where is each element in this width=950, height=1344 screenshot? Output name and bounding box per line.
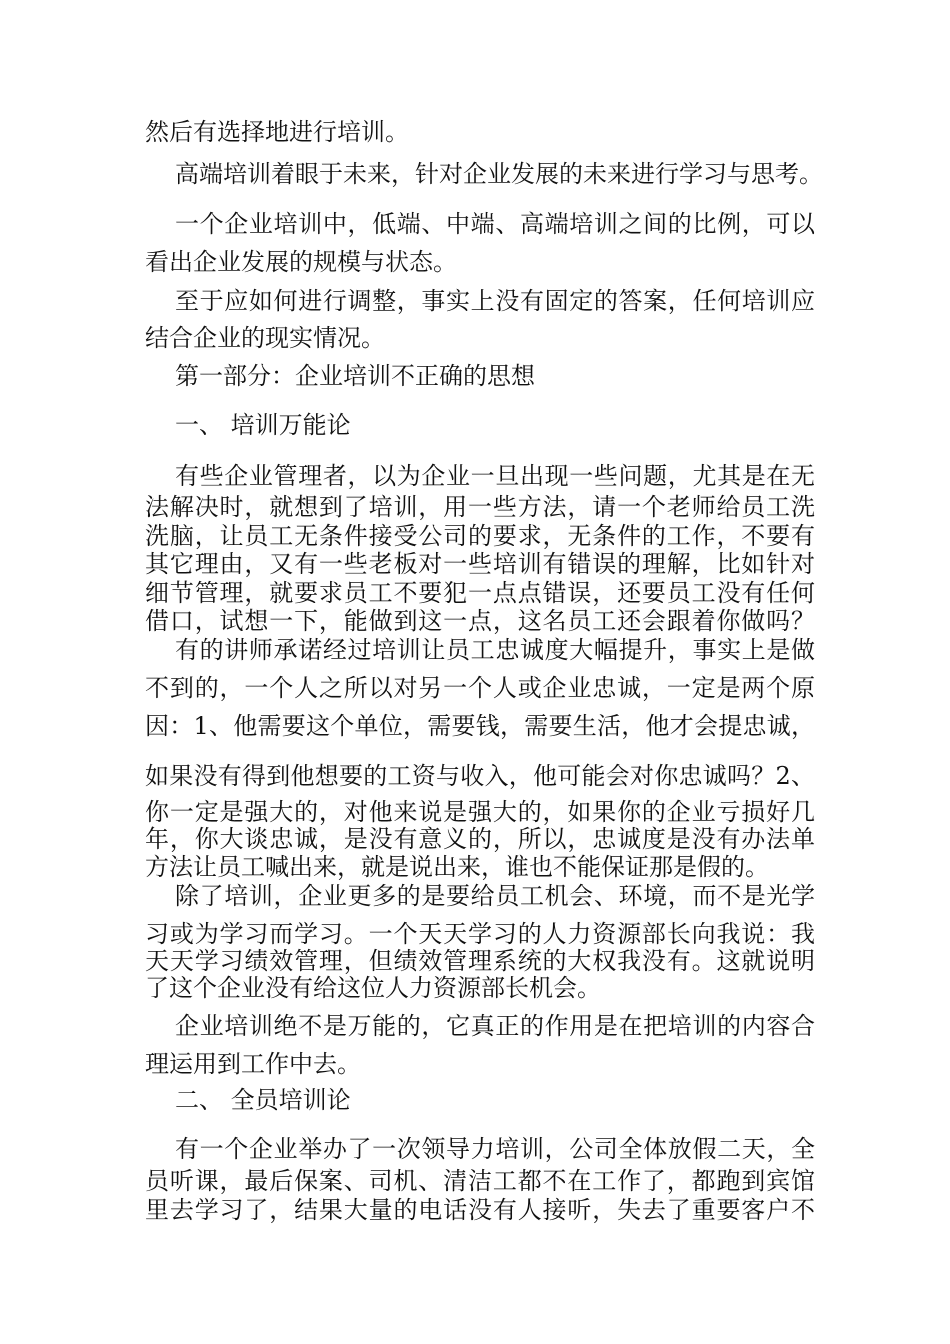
section-heading: 第一部分：企业培训不正确的思想 bbox=[175, 362, 535, 390]
text-line: 年，你大谈忠诚，是没有意义的，所以，忠诚度是没有办法单 bbox=[145, 825, 815, 853]
text-line: 有的讲师承诺经过培训让员工忠诚度大幅提升，事实上是做 bbox=[175, 636, 815, 664]
text-line: 有些企业管理者，以为企业一旦出现一些问题，尤其是在无 bbox=[175, 462, 815, 490]
text-line: 一个企业培训中，低端、中端、高端培训之间的比例，可以 bbox=[175, 210, 815, 238]
text-line: 细节管理，就要求员工不要犯一点点错误，还要员工没有任何 bbox=[145, 579, 815, 607]
text-line: 借口，试想一下，能做到这一点，这名员工还会跟着你做吗？ bbox=[145, 607, 815, 635]
text-line: 其它理由，又有一些老板对一些培训有错误的理解，比如针对 bbox=[145, 550, 815, 578]
text-line: 习或为学习而学习。一个天天学习的人力资源部长向我说：我 bbox=[145, 920, 815, 948]
text-line: 理运用到工作中去。 bbox=[145, 1050, 361, 1078]
text-line: 然后有选择地进行培训。 bbox=[145, 118, 409, 146]
text-line: 洗脑，让员工无条件接受公司的要求，无条件的工作，不要有 bbox=[145, 522, 815, 550]
text-line: 除了培训，企业更多的是要给员工机会、环境，而不是光学 bbox=[175, 882, 815, 910]
text-line: 企业培训绝不是万能的，它真正的作用是在把培训的内容合 bbox=[175, 1012, 815, 1040]
text-line: 方法让员工喊出来，就是说出来，谁也不能保证那是假的。 bbox=[145, 853, 769, 881]
text-line: 天天学习绩效管理，但绩效管理系统的大权我没有。这就说明 bbox=[145, 947, 815, 975]
subsection-heading: 一、 培训万能论 bbox=[175, 411, 351, 439]
subsection-heading: 二、 全员培训论 bbox=[175, 1086, 351, 1114]
text-line: 里去学习了，结果大量的电话没有人接听，失去了重要客户不 bbox=[145, 1196, 815, 1224]
text-line: 因：1、他需要这个单位，需要钱，需要生活，他才会提忠诚， bbox=[145, 712, 815, 740]
text-line: 有一个企业举办了一次领导力培训，公司全体放假二天，全 bbox=[175, 1135, 815, 1163]
text-line: 至于应如何进行调整，事实上没有固定的答案，任何培训应 bbox=[175, 287, 815, 315]
text-line: 了这个企业没有给这位人力资源部长机会。 bbox=[145, 974, 601, 1002]
text-line: 高端培训着眼于未来，针对企业发展的未来进行学习与思考。 bbox=[175, 160, 823, 188]
text-line: 不到的，一个人之所以对另一个人或企业忠诚，一定是两个原 bbox=[145, 674, 815, 702]
text-line: 结合企业的现实情况。 bbox=[145, 324, 385, 352]
text-line: 法解决时，就想到了培训，用一些方法，请一个老师给员工洗 bbox=[145, 493, 815, 521]
text-line: 看出企业发展的规模与状态。 bbox=[145, 248, 457, 276]
text-line: 员听课，最后保案、司机、清洁工都不在工作了，都跑到宾馆 bbox=[145, 1167, 815, 1195]
text-line: 如果没有得到他想要的工资与收入，他可能会对你忠诚吗？2、 bbox=[145, 762, 815, 790]
text-line: 你一定是强大的，对他来说是强大的，如果你的企业亏损好几 bbox=[145, 798, 815, 826]
